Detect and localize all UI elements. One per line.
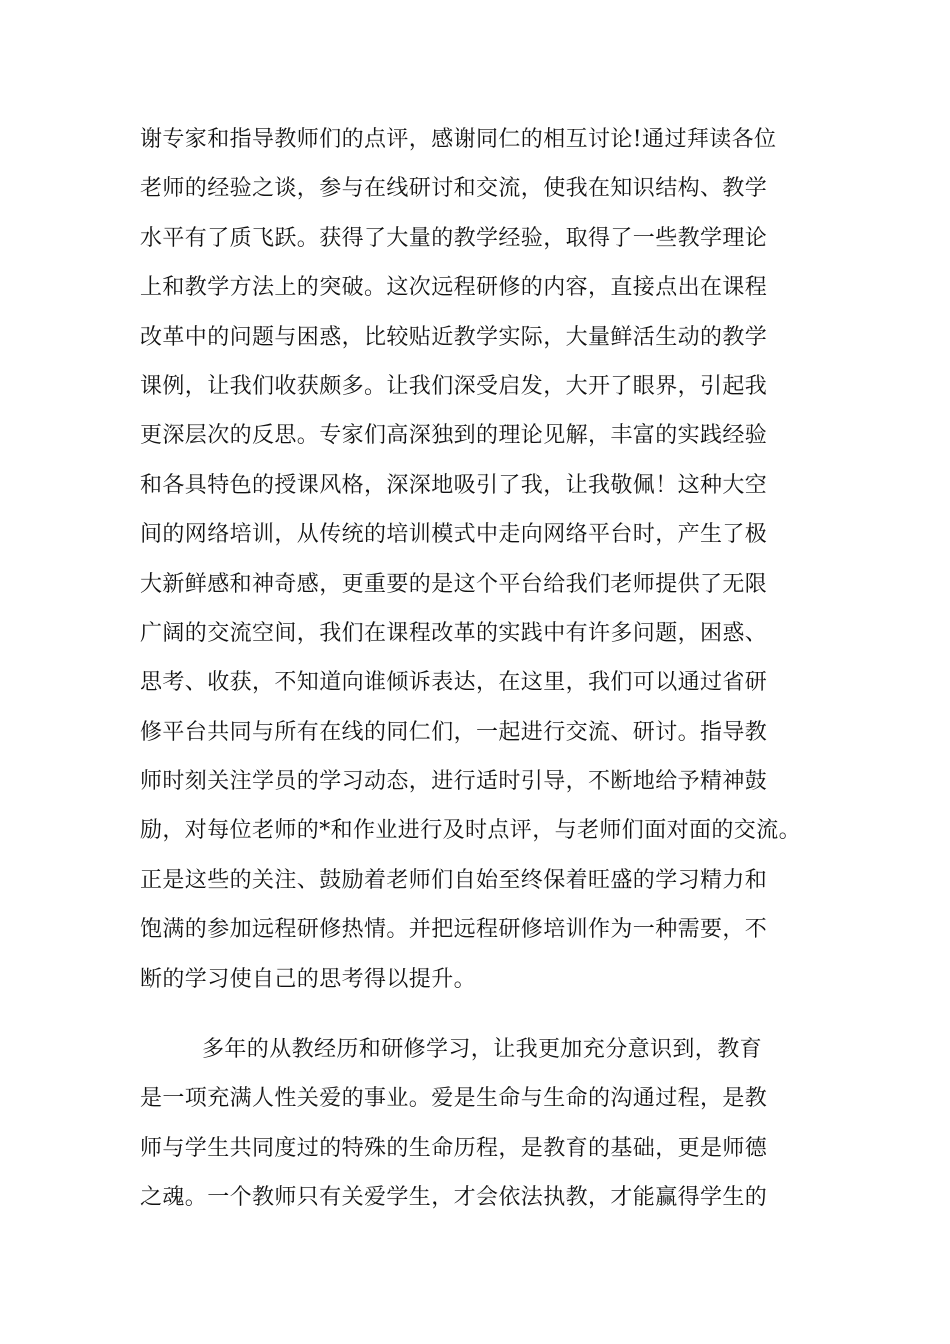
paragraph-line: 上和教学方法上的突破。这次远程研修的内容，直接点出在课程 [140, 275, 768, 301]
paragraph-line: 师与学生共同度过的特殊的生命历程，是教育的基础，更是师德 [140, 1135, 768, 1161]
paragraph-line: 更深层次的反思。专家们高深独到的理论见解，丰富的实践经验 [140, 423, 768, 449]
paragraph-line: 和各具特色的授课风格，深深地吸引了我，让我敬佩！这种大空 [140, 472, 768, 498]
paragraph-line: 是一项充满人性关爱的事业。爱是生命与生命的沟通过程，是教 [140, 1086, 768, 1112]
paragraph-line: 思考、收获，不知道向谁倾诉表达，在这里，我们可以通过省研 [140, 670, 768, 696]
paragraph-line: 广阔的交流空间，我们在课程改革的实践中有许多问题，困惑、 [140, 620, 768, 646]
paragraph-line: 师时刻关注学员的学习动态，进行适时引导，不断地给予精神鼓 [140, 769, 768, 795]
paragraph-line: 改革中的问题与困惑，比较贴近教学实际，大量鲜活生动的教学 [140, 324, 768, 350]
paragraph-line: 断的学习使自己的思考得以提升。 [140, 966, 477, 992]
paragraph-line: 励，对每位老师的*和作业进行及时点评，与老师们面对面的交流。 [140, 818, 802, 844]
paragraph-line: 水平有了质飞跃。获得了大量的教学经验，取得了一些教学理论 [140, 225, 768, 251]
paragraph-line: 间的网络培训，从传统的培训模式中走向网络平台时，产生了极 [140, 522, 768, 548]
paragraph-1 [140, 115, 820, 1004]
paragraph-line: 老师的经验之谈，参与在线研讨和交流，使我在知识结构、教学 [140, 176, 768, 202]
paragraph-line: 修平台共同与所有在线的同仁们，一起进行交流、研讨。指导教 [140, 719, 768, 745]
paragraph-2 [140, 1025, 820, 1223]
paragraph-line: 课例，让我们收获颇多。让我们深受启发，大开了眼界，引起我 [140, 373, 768, 399]
paragraph-line: 正是这些的关注、鼓励着老师们自始至终保着旺盛的学习精力和 [140, 867, 768, 893]
paragraph-line: 谢专家和指导教师们的点评，感谢同仁的相互讨论!通过拜读各位 [140, 127, 777, 152]
paragraph-line: 多年的从教经历和研修学习，让我更加充分意识到，教育 [202, 1037, 763, 1062]
paragraph-line: 饱满的参加远程研修热情。并把远程研修培训作为一种需要，不 [140, 917, 768, 943]
paragraph-line: 之魂。一个教师只有关爱学生，才会依法执教，才能赢得学生的 [140, 1185, 768, 1211]
paragraph-line: 大新鲜感和神奇感，更重要的是这个平台给我们老师提供了无限 [140, 571, 768, 597]
